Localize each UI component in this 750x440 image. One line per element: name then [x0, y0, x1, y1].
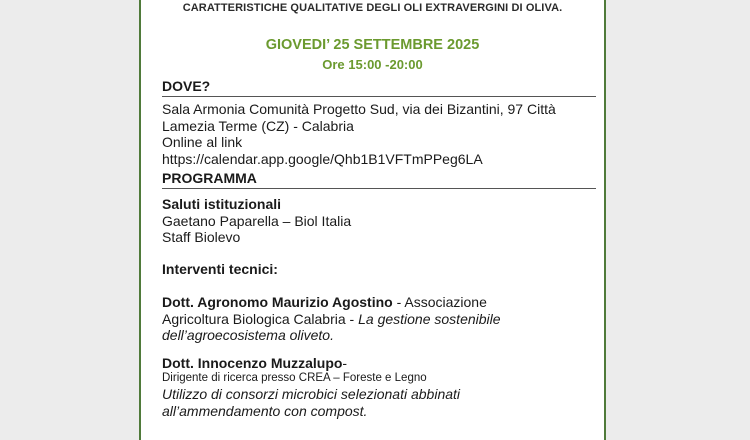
programma-section	[162, 170, 596, 419]
speaker-2-role: Dirigente di ricerca presso CREA – Foreste e Legno	[162, 372, 427, 384]
dove-address-line-2: Lamezia Terme (CZ) - Calabria	[162, 117, 354, 134]
speaker-1-affiliation-a: - Associazione	[392, 294, 487, 310]
speaker-1-line-2	[162, 311, 596, 328]
speaker-1-affiliation-b: Agricoltura Biologica Calabria	[162, 310, 346, 327]
speaker-1-line-1	[162, 294, 596, 311]
speaker-2-dash: -	[342, 354, 348, 371]
online-label: Online al link	[162, 134, 243, 150]
online-link[interactable]: https://calendar.app.google/Qhb1B1VFTmPPeg6LA	[162, 150, 483, 167]
dove-section	[162, 78, 596, 167]
speaker-1-talk-b: dell’agroecosistema oliveto.	[162, 327, 334, 343]
speaker-2-talk-a: Utilizzo di consorzi microbici selezionati abbinati	[162, 386, 461, 402]
dove-address-line-1: Sala Armonia Comunità Progetto Sud, via dei Bizantini, 97 Città	[162, 101, 556, 117]
event-subtitle: CARATTERISTICHE QUALITATIVE DEGLI OLI EXTRAVERGINI DI OLIVA.	[182, 2, 563, 14]
speaker-1-name: Dott. Agronomo Maurizio Agostino	[162, 294, 393, 310]
programma-heading: PROGRAMMA	[162, 170, 257, 186]
speaker-1-separator: -	[345, 310, 359, 327]
speaker-2-line-1	[162, 355, 596, 372]
saluti-line-1: Gaetano Paparella – Biol Italia	[162, 212, 352, 229]
speaker-1-talk-a: La gestione sostenibile	[358, 310, 501, 327]
event-date: GIOVEDI’ 25 SETTEMBRE 2025	[265, 37, 480, 53]
interventi-heading: Interventi tecnici:	[162, 260, 278, 277]
event-time: Ore 15:00 -20:00	[322, 57, 423, 72]
dove-divider	[162, 96, 596, 97]
saluti-heading: Saluti istituzionali	[162, 196, 282, 212]
speaker-2-name: Dott. Innocenzo Muzzalupo	[162, 354, 343, 371]
dove-heading: DOVE?	[162, 78, 211, 94]
speaker-2-talk-b: all’ammendamento con compost.	[162, 402, 368, 419]
online-link-line	[162, 151, 596, 168]
saluti-line-2: Staff Biolevo	[162, 229, 241, 245]
programma-divider	[162, 188, 596, 189]
flyer-page	[139, 0, 606, 440]
